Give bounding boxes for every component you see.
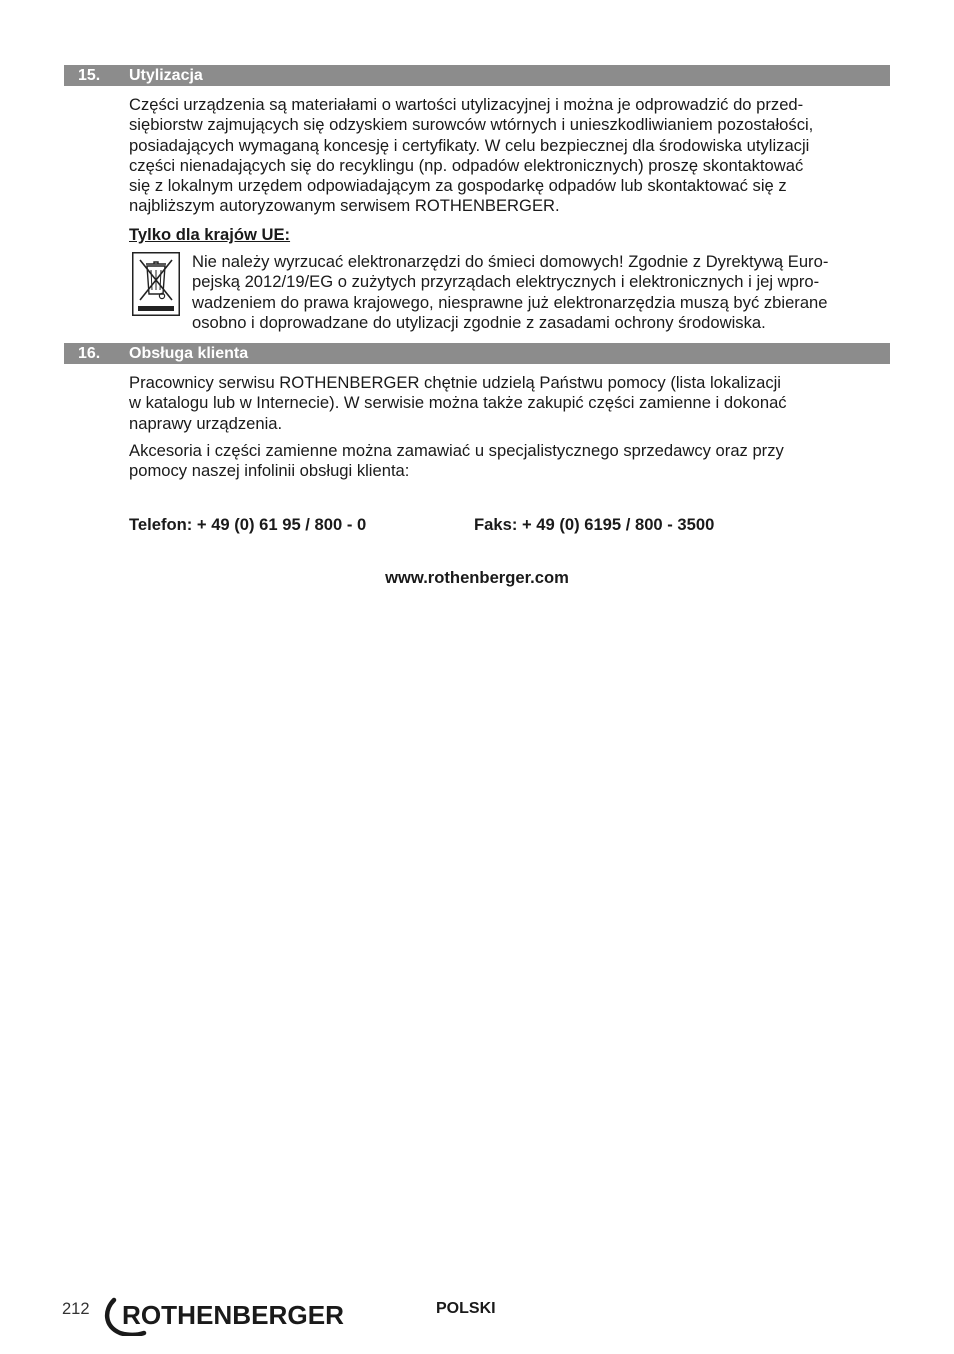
fax-number: Faks: + 49 (0) 6195 / 800 - 3500 — [474, 515, 715, 534]
service-paragraph — [129, 373, 891, 434]
page-number: 212 — [62, 1300, 90, 1318]
text-line: Pracownicy serwisu ROTHENBERGER chętnie udzielą Państwu pomocy (lista lokalizacji — [129, 373, 781, 392]
section-number: 16. — [78, 345, 101, 362]
text-line: wadzeniem do prawa krajowego, niesprawne już elektronarzędzia muszą być zbierane — [192, 292, 828, 312]
text-line: pejską 2012/19/EG o zużytych przyrządach elektrycznych i elektronicznych i jej wpro- — [192, 272, 820, 292]
disposal-paragraph — [129, 95, 891, 217]
text-line: się z lokalnym urzędem odpowiadającym za gospodarkę odpadów lub skontaktować się z — [129, 176, 787, 196]
website-link[interactable]: www.rothenberger.com — [385, 568, 569, 587]
crossed-out-wheelie-bin-icon — [132, 252, 180, 316]
text-line: posiadających wymaganą koncesję i certyfikaty. W celu bezpiecznej dla środowiska utylizacji — [129, 135, 810, 155]
text-line: najbliższym autoryzowanym serwisem ROTHENBERGER. — [129, 196, 560, 216]
section-16-header — [64, 343, 890, 364]
section-title: Obsługa klienta — [129, 345, 249, 362]
text-line: w katalogu lub w Internecie). W serwisie można także zakupić części zamienne i dokonać — [129, 393, 787, 413]
eu-paragraph — [192, 252, 892, 333]
section-number: 15. — [78, 67, 101, 84]
text-line: siębiorstw zajmujących się odzyskiem surowców wtórnych i unieszkodliwianiem pozostałości, — [129, 115, 814, 135]
section-15-header — [64, 65, 890, 86]
rothenberger-logo — [100, 1296, 348, 1336]
text-line: Części urządzenia są materiałami o wartości utylizacyjnej i można je odprowadzić do przed- — [129, 95, 804, 114]
text-line: Nie należy wyrzucać elektronarzędzi do śmieci domowych! Zgodnie z Dyrektywą Euro- — [192, 252, 829, 271]
text-line: części nienadających się do recyklingu (np. odpadów elektronicznych) proszę skontaktować — [129, 155, 804, 175]
accessories-paragraph — [129, 441, 891, 482]
language-label: POLSKI — [436, 1300, 496, 1317]
text-line: pomocy naszej infolinii obsługi klienta: — [129, 461, 410, 481]
text-line: Akcesoria i części zamienne można zamawiać u specjalistycznego sprzedawcy oraz przy — [129, 441, 784, 460]
text-line: naprawy urządzenia. — [129, 413, 283, 433]
eu-only-heading: Tylko dla krajów UE: — [129, 225, 291, 244]
phone-number: Telefon: + 49 (0) 61 95 / 800 - 0 — [129, 515, 367, 534]
logo-wordmark: ROTHENBERGER — [122, 1300, 345, 1330]
text-line: osobno i doprowadzane do utylizacji zgodnie z zasadami ochrony środowiska. — [192, 312, 766, 332]
section-title: Utylizacja — [129, 67, 203, 84]
